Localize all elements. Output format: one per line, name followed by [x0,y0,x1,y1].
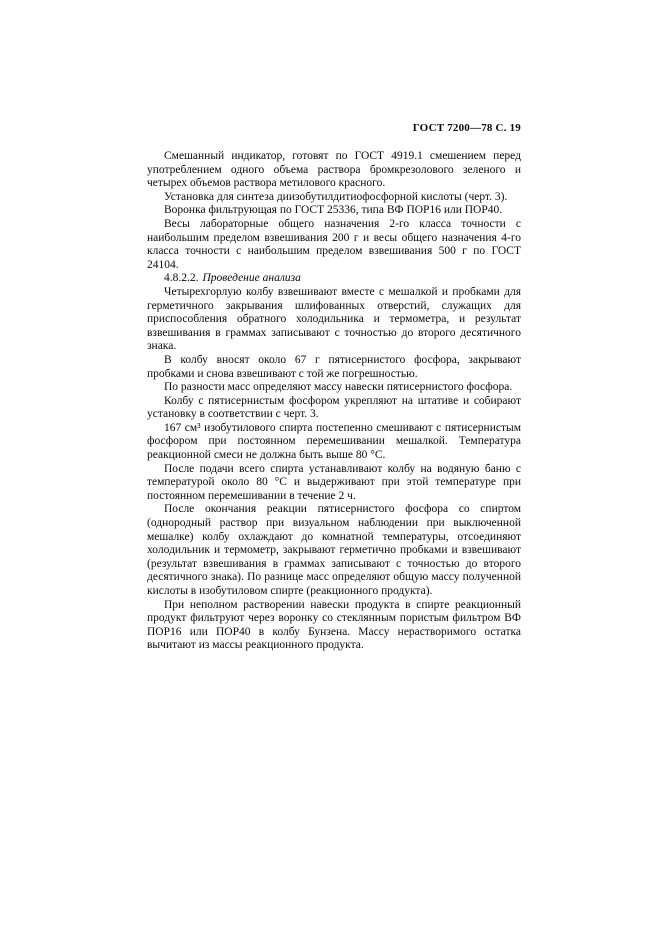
doc-number-page-label: ГОСТ 7200—78 С. 19 [412,122,521,134]
paragraph: При неполном растворении навески продукта в спирте реакционный продукт фильтруют через воронку со стеклянным пористым фильтром ВФ ПОР16 или ПОР40 в колбу Бунзена. Массу нерастворимого остатка вычитают из массы реакционного продукта. [147,598,521,652]
paragraph: В колбу вносят около 67 г пятисернистого фосфора, закрывают пробками и снова взвешивают с той же погрешностью. [147,353,521,380]
paragraph: Смешанный индикатор, готовят по ГОСТ 4919.1 смешением перед употреблением одного объема раствора бромкрезолового зеленого и четырех объемов раствора метилового красного. [147,150,521,190]
paragraph: Четырехгорлую колбу взвешивают вместе с мешалкой и пробками для герметичного закрывания шлифованных отверстий, служащих для приспособления обратного холодильника и термометра, и результат взвешивания в граммах записывают с точностью до второго десятичного знака. [147,285,521,353]
paragraph: По разности масс определяют массу навески пятисернистого фосфора. [164,381,513,394]
paragraph: После подачи всего спирта устанавливают колбу на водяную баню с температурой около 80 °С и выдерживают при этой температуре при постоянном перемешивании в течение 2 ч. [147,462,521,502]
paragraph: 167 см³ изобутилового спирта постепенно смешивают с пятисернистым фосфором при постоянном перемешивании мешалкой. Температура реакционной смеси не должна быть выше 80 °С. [147,421,521,462]
paragraph: Колбу с пятисернистым фосфором укрепляют на штативе и собирают установку в соответствии с черт. 3. [147,394,521,421]
section-number: 4.8.2.2. [164,272,199,285]
section-heading [147,272,521,286]
section-title: Проведение анализа [202,272,301,285]
paragraph: Воронка фильтрующая по ГОСТ 25336, типа ВФ ПОР16 или ПОР40. [164,204,503,217]
paragraph: Весы лабораторные общего назначения 2-го класса точности с наибольшим пределом взвешивания 200 г и весы общего назначения 4-го класса точности с наибольшим пределом взвешивания 500 г по ГОСТ 24104. [147,217,521,271]
paragraph: После окончания реакции пятисернистого фосфора со спиртом (однородный раствор при визуальном наблюдении при выключенной мешалке) колбу охлаждают до комнатной температуры, отсоединяют холодильник и термометр, закрывают герметично пробками и взвешивают (результат взвешивания в граммах записывают с точностью до второго десятичного знака). По разнице масс определяют общую массу полученной кислоты в изобутиловом спирте (реакционного продукта). [147,503,521,597]
paragraph: Установка для синтеза диизобутилдитиофосфорной кислоты (черт. 3). [164,190,508,203]
document-body [147,150,521,653]
page-header [147,122,521,134]
